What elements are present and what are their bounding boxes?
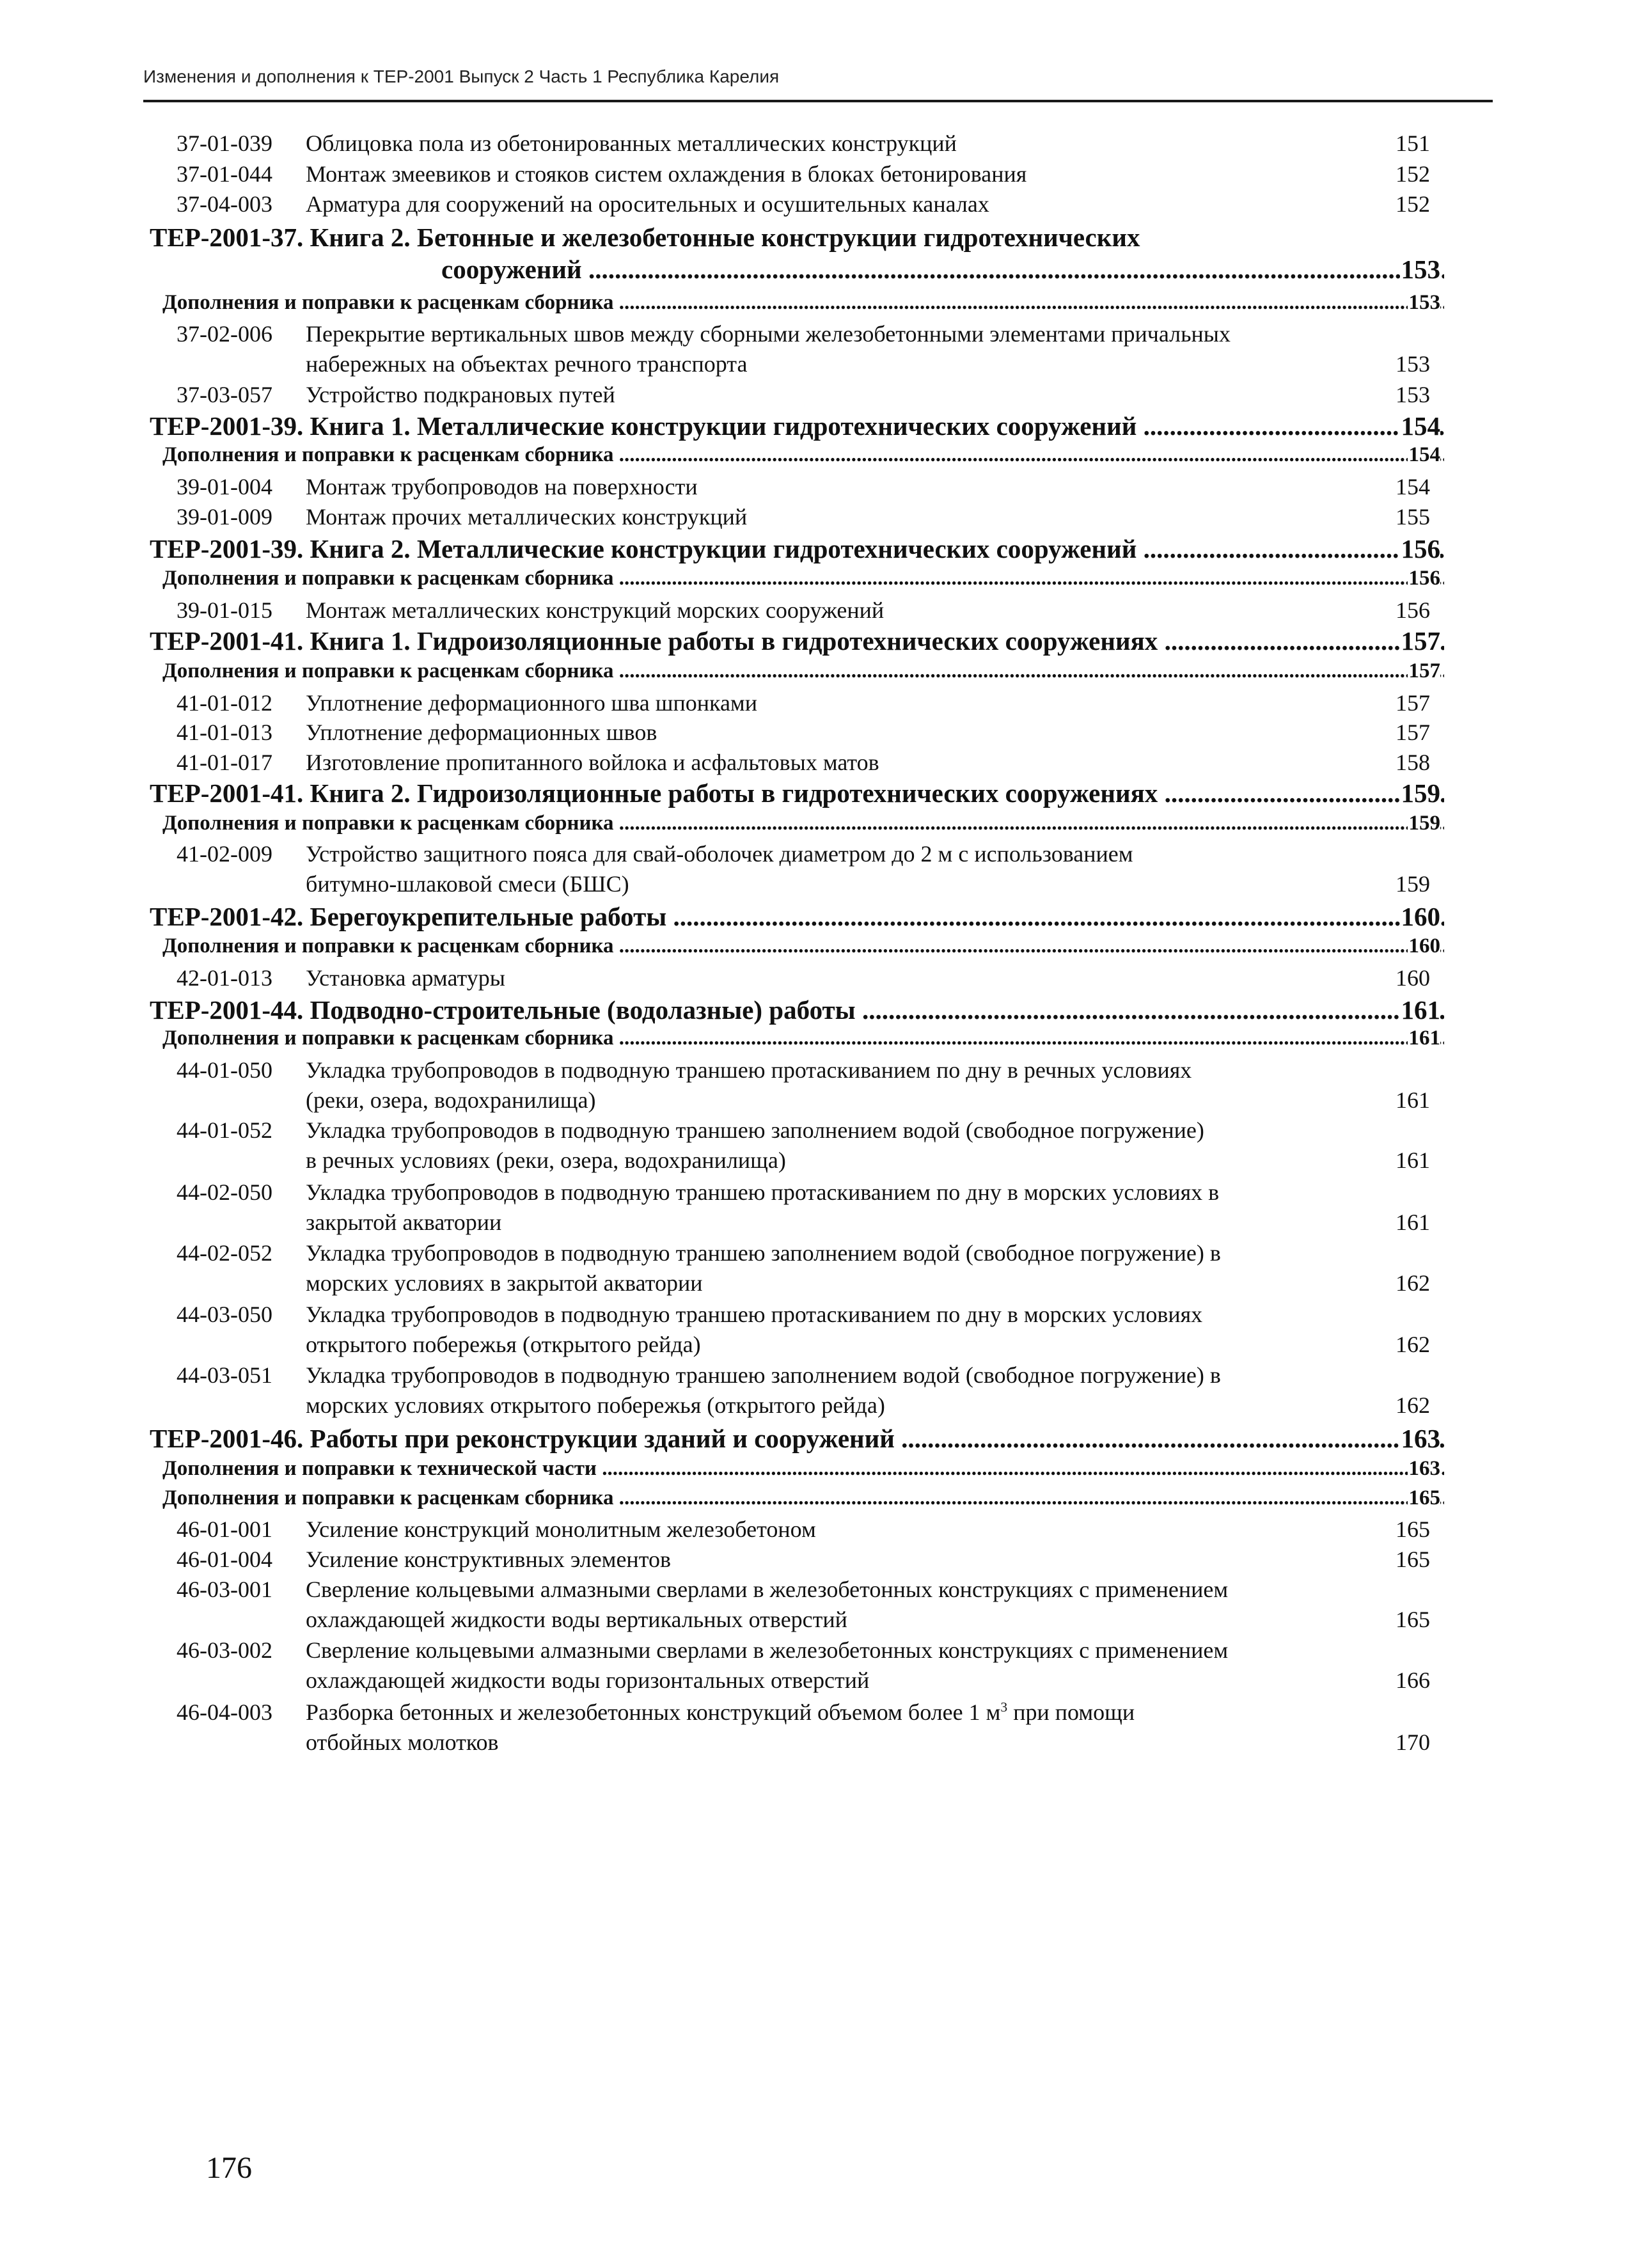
toc-entry — [0, 381, 1636, 409]
subsection-page: 153 — [1408, 291, 1440, 314]
subsection-title: Дополнения и поправки к расценкам сборника ..... — [162, 1027, 1444, 1050]
entry-code: 44-01-050 — [177, 1057, 272, 1083]
entry-page: 162 — [1396, 1392, 1430, 1418]
entry-page: 151 — [1396, 130, 1430, 156]
entry-page: 161 — [1396, 1147, 1430, 1173]
entry-title: Облицовка пола из обетонированных металлических конструкций — [306, 130, 957, 156]
toc-entry — [0, 503, 1636, 532]
book-page: 161 — [1401, 995, 1440, 1025]
entry-title: Укладка трубопроводов в подводную траншею заполнением водой (свободное погружение) в — [306, 1362, 1221, 1388]
book-title: ТЕР-2001-41. Книга 2. Гидроизоляционные работы в гидротехнических сооружениях ..... — [150, 778, 1444, 808]
entry-title: Монтаж металлических конструкций морских сооружений — [306, 597, 885, 623]
subsection-page: 161 — [1408, 1027, 1440, 1050]
entry-page: 166 — [1396, 1667, 1430, 1693]
entry-code: 39-01-004 — [177, 474, 272, 500]
entry-title-cont: (реки, озера, водохранилища) — [306, 1087, 596, 1113]
entry-title-cont: набережных на объектах речного транспорта — [306, 351, 748, 377]
subsection-title: Дополнения и поправки к расценкам сборника ..... — [162, 934, 1444, 958]
entry-page: 153 — [1396, 382, 1430, 407]
toc-entry — [0, 1546, 1636, 1574]
entry-title: Уплотнение деформационных швов — [306, 720, 657, 745]
subsection-page: 157 — [1408, 659, 1440, 682]
toc-entry — [0, 320, 1636, 377]
entry-code: 41-02-009 — [177, 841, 272, 867]
entry-page: 162 — [1396, 1332, 1430, 1357]
subsection-page: 165 — [1408, 1486, 1440, 1509]
entry-code: 44-01-052 — [177, 1117, 272, 1143]
book-title: ТЕР-2001-41. Книга 1. Гидроизоляционные работы в гидротехнических сооружениях ..... — [150, 626, 1444, 656]
toc-entry — [0, 1057, 1636, 1113]
toc-subsection — [0, 443, 1636, 471]
book-page: 163 — [1401, 1424, 1440, 1453]
entry-title: Уплотнение деформационного шва шпонками — [306, 690, 757, 716]
entry-page: 160 — [1396, 965, 1430, 991]
toc-subsection — [0, 1027, 1636, 1055]
book-page: 160 — [1401, 902, 1440, 931]
subsection-page: 154 — [1408, 443, 1440, 466]
entry-title: Арматура для сооружений на оросительных и осушительных каналах — [306, 191, 989, 217]
entry-code: 46-03-002 — [177, 1637, 272, 1663]
toc-entry — [0, 1117, 1636, 1173]
toc-entry — [0, 597, 1636, 625]
book-title: ТЕР-2001-42. Берегоукрепительные работы ..... — [150, 901, 1444, 932]
entry-page: 158 — [1396, 750, 1430, 775]
entry-code: 41-01-013 — [177, 720, 272, 745]
page-number: 176 — [206, 2151, 252, 2185]
book-page: 156 — [1401, 534, 1440, 563]
entry-code: 46-03-001 — [177, 1577, 272, 1602]
entry-title: Укладка трубопроводов в подводную траншею заполнением водой (свободное погружение) в — [306, 1240, 1221, 1266]
entry-code: 37-01-039 — [177, 130, 272, 156]
toc-entry — [0, 749, 1636, 777]
toc-book-heading — [0, 1423, 1636, 1451]
entry-page: 152 — [1396, 161, 1430, 187]
book-title: ТЕР-2001-46. Работы при реконструкции зданий и сооружений ..... — [150, 1423, 1444, 1454]
toc-entry — [0, 1240, 1636, 1296]
entry-code: 46-01-004 — [177, 1547, 272, 1572]
entry-page: 165 — [1396, 1607, 1430, 1632]
subsection-page: 159 — [1408, 812, 1440, 835]
subsection-title: Дополнения и пoправки к расценкам сборника ..... — [162, 443, 1444, 467]
toc-subsection — [0, 659, 1636, 688]
toc-entry — [0, 965, 1636, 993]
entry-title: Усиление конструкций монолитным железобетоном — [306, 1516, 816, 1542]
toc-entry — [0, 1179, 1636, 1235]
entry-code: 46-04-003 — [177, 1699, 272, 1725]
toc-book-heading — [0, 995, 1636, 1023]
entry-title-cont: закрытой акватории — [306, 1209, 502, 1235]
entry-code: 44-03-050 — [177, 1302, 272, 1327]
toc-entry — [0, 473, 1636, 501]
entry-code: 41-01-012 — [177, 690, 272, 716]
entry-page: 161 — [1396, 1209, 1430, 1235]
entry-code: 39-01-009 — [177, 504, 272, 530]
entry-page: 165 — [1396, 1516, 1430, 1542]
toc-entry — [0, 1637, 1636, 1693]
entry-page: 170 — [1396, 1729, 1430, 1755]
entry-title-cont: битумно-шлаковой смеси (БШС) — [306, 871, 629, 897]
toc-entry — [0, 130, 1636, 158]
entry-code: 42-01-013 — [177, 965, 272, 991]
toc-entry — [0, 1516, 1636, 1544]
toc-entry — [0, 1362, 1636, 1418]
toc-entry — [0, 689, 1636, 718]
toc-entry — [0, 719, 1636, 747]
entry-code: 37-03-057 — [177, 382, 272, 407]
entry-title-cont: открытого побережья (открытого рейда) — [306, 1332, 701, 1357]
entry-page: 156 — [1396, 597, 1430, 623]
entry-title: Монтаж прочих металлических конструкций — [306, 504, 748, 530]
subsection-title: Дополнения и поправки к расценкам сборника ..... — [162, 812, 1444, 835]
entry-title: Укладка трубопроводов в подводную траншею заполнением водой (свободное погружение) — [306, 1117, 1204, 1143]
subsection-title: Дополнения и поправки к расценкам сборника ..... — [162, 291, 1444, 315]
toc-entry — [0, 1699, 1636, 1755]
entry-title: Устройство защитного пояса для свай-оболочек диаметром до 2 м с использованием — [306, 841, 1133, 867]
book-title-line1: ТЕР-2001-37. Книга 2. Бетонные и железобетонные конструкции гидротехнических — [150, 223, 1140, 252]
entry-title-cont: морских условиях в закрытой акватории — [306, 1270, 703, 1296]
entry-page: 165 — [1396, 1547, 1430, 1572]
superscript: 3 — [1000, 1699, 1008, 1715]
entry-title: Монтаж змеевиков и стояков систем охлаждения в блоках бетонирования — [306, 161, 1027, 187]
toc-book-heading — [0, 626, 1636, 654]
toc-subsection — [0, 291, 1636, 319]
book-title: ТЕР-2001-39. Книга 1. Металлические конструкции гидротехнических сооружений ..... — [150, 411, 1444, 441]
entry-code: 41-01-017 — [177, 750, 272, 775]
subsection-page: 156 — [1408, 567, 1440, 590]
entry-page: 159 — [1396, 871, 1430, 897]
entry-title: Укладка трубопроводов в подводную траншею протаскиванием по дну в речных условиях — [306, 1057, 1192, 1083]
toc-subsection — [0, 812, 1636, 840]
toc-entry — [0, 1301, 1636, 1357]
entry-title: Установка арматуры — [306, 965, 505, 991]
entry-title-part: при помощи — [1007, 1699, 1135, 1725]
entry-title: Перекрытие вертикальных швов между сборными железобетонными элементами причальных — [306, 321, 1231, 347]
entry-title — [306, 1699, 1135, 1726]
book-page: 153 — [1401, 255, 1440, 284]
entry-code: 37-02-006 — [177, 321, 272, 347]
toc-subsection — [0, 567, 1636, 595]
entry-page: 152 — [1396, 191, 1430, 217]
entry-code: 37-04-003 — [177, 191, 272, 217]
subsection-title: Дополнения и поправки к технической части ..... — [162, 1457, 1444, 1481]
toc-book-heading — [0, 222, 1636, 284]
entry-title-cont: в речных условиях (реки, озера, водохранилища) — [306, 1147, 786, 1173]
entry-title: Сверление кольцевыми алмазными сверлами в железобетонных конструкциях с применением — [306, 1577, 1229, 1602]
entry-page: 161 — [1396, 1087, 1430, 1113]
toc-entry — [0, 840, 1636, 897]
entry-title-cont: отбойных молотков — [306, 1729, 499, 1755]
book-title: ТЕР-2001-39. Книга 2. Металлические конструкции гидротехнических сооружений ..... — [150, 533, 1444, 564]
entry-code: 44-03-051 — [177, 1362, 272, 1388]
entry-page: 155 — [1396, 504, 1430, 530]
entry-page: 153 — [1396, 351, 1430, 377]
toc-book-heading — [0, 778, 1636, 806]
entry-page: 162 — [1396, 1270, 1430, 1296]
toc-book-heading — [0, 901, 1636, 929]
entry-title: Монтаж трубопроводов на поверхности — [306, 474, 698, 500]
book-title: ТЕР-2001-44. Подводно-строительные (водолазные) работы ..... — [150, 995, 1444, 1025]
entry-code: 37-01-044 — [177, 161, 272, 187]
entry-page: 154 — [1396, 474, 1430, 500]
entry-title-cont: охлаждающей жидкости воды вертикальных отверстий — [306, 1607, 847, 1632]
entry-code: 44-02-050 — [177, 1179, 272, 1205]
subsection-page: 160 — [1408, 934, 1440, 957]
book-page: 154 — [1401, 411, 1440, 441]
book-title-line2: сооружений ..... — [441, 254, 1444, 285]
toc-entry — [0, 161, 1636, 189]
entry-title: Усиление конструктивных элементов — [306, 1547, 671, 1572]
entry-title: Укладка трубопроводов в подводную траншею протаскиванием по дну в морских условиях — [306, 1302, 1203, 1327]
toc-entry — [0, 191, 1636, 219]
subsection-title: Дополнения и поправки к расценкам сборника ..... — [162, 567, 1444, 590]
entry-code: 39-01-015 — [177, 597, 272, 623]
toc-book-heading — [0, 411, 1636, 439]
book-page: 159 — [1401, 778, 1440, 808]
entry-code: 44-02-052 — [177, 1240, 272, 1266]
book-page: 157 — [1401, 626, 1440, 656]
running-header: Изменения и дополнения к ТЕР-2001 Выпуск 2 Часть 1 Республика Карелия — [143, 67, 780, 86]
entry-title-part: Разборка бетонных и железобетонных конструкций объемом более 1 м — [306, 1699, 1001, 1725]
subsection-title: Дополнения и поправки к расценкам сборника ..... — [162, 659, 1444, 683]
entry-page: 157 — [1396, 690, 1430, 716]
toc-subsection — [0, 1486, 1636, 1515]
entry-title: Сверление кольцевыми алмазными сверлами в железобетонных конструкциях с применением — [306, 1637, 1229, 1663]
entry-title-cont: морских условиях открытого побережья (открытого рейда) — [306, 1392, 885, 1418]
entry-title: Изготовление пропитанного войлока и асфальтовых матов — [306, 750, 879, 775]
toc-subsection — [0, 934, 1636, 963]
entry-title: Устройство подкрановых путей — [306, 382, 615, 407]
toc-book-heading — [0, 533, 1636, 562]
entry-title-cont: охлаждающей жидкости воды горизонтальных отверстий — [306, 1667, 870, 1693]
entry-title: Укладка трубопроводов в подводную траншею протаскиванием по дну в морских условиях в — [306, 1179, 1220, 1205]
subsection-page: 163 — [1408, 1457, 1440, 1480]
subsection-title: Дополнения и поправки к расценкам сборника ..... — [162, 1486, 1444, 1510]
toc-subsection — [0, 1457, 1636, 1485]
toc-entry — [0, 1576, 1636, 1632]
entry-code: 46-01-001 — [177, 1516, 272, 1542]
entry-page: 157 — [1396, 720, 1430, 745]
